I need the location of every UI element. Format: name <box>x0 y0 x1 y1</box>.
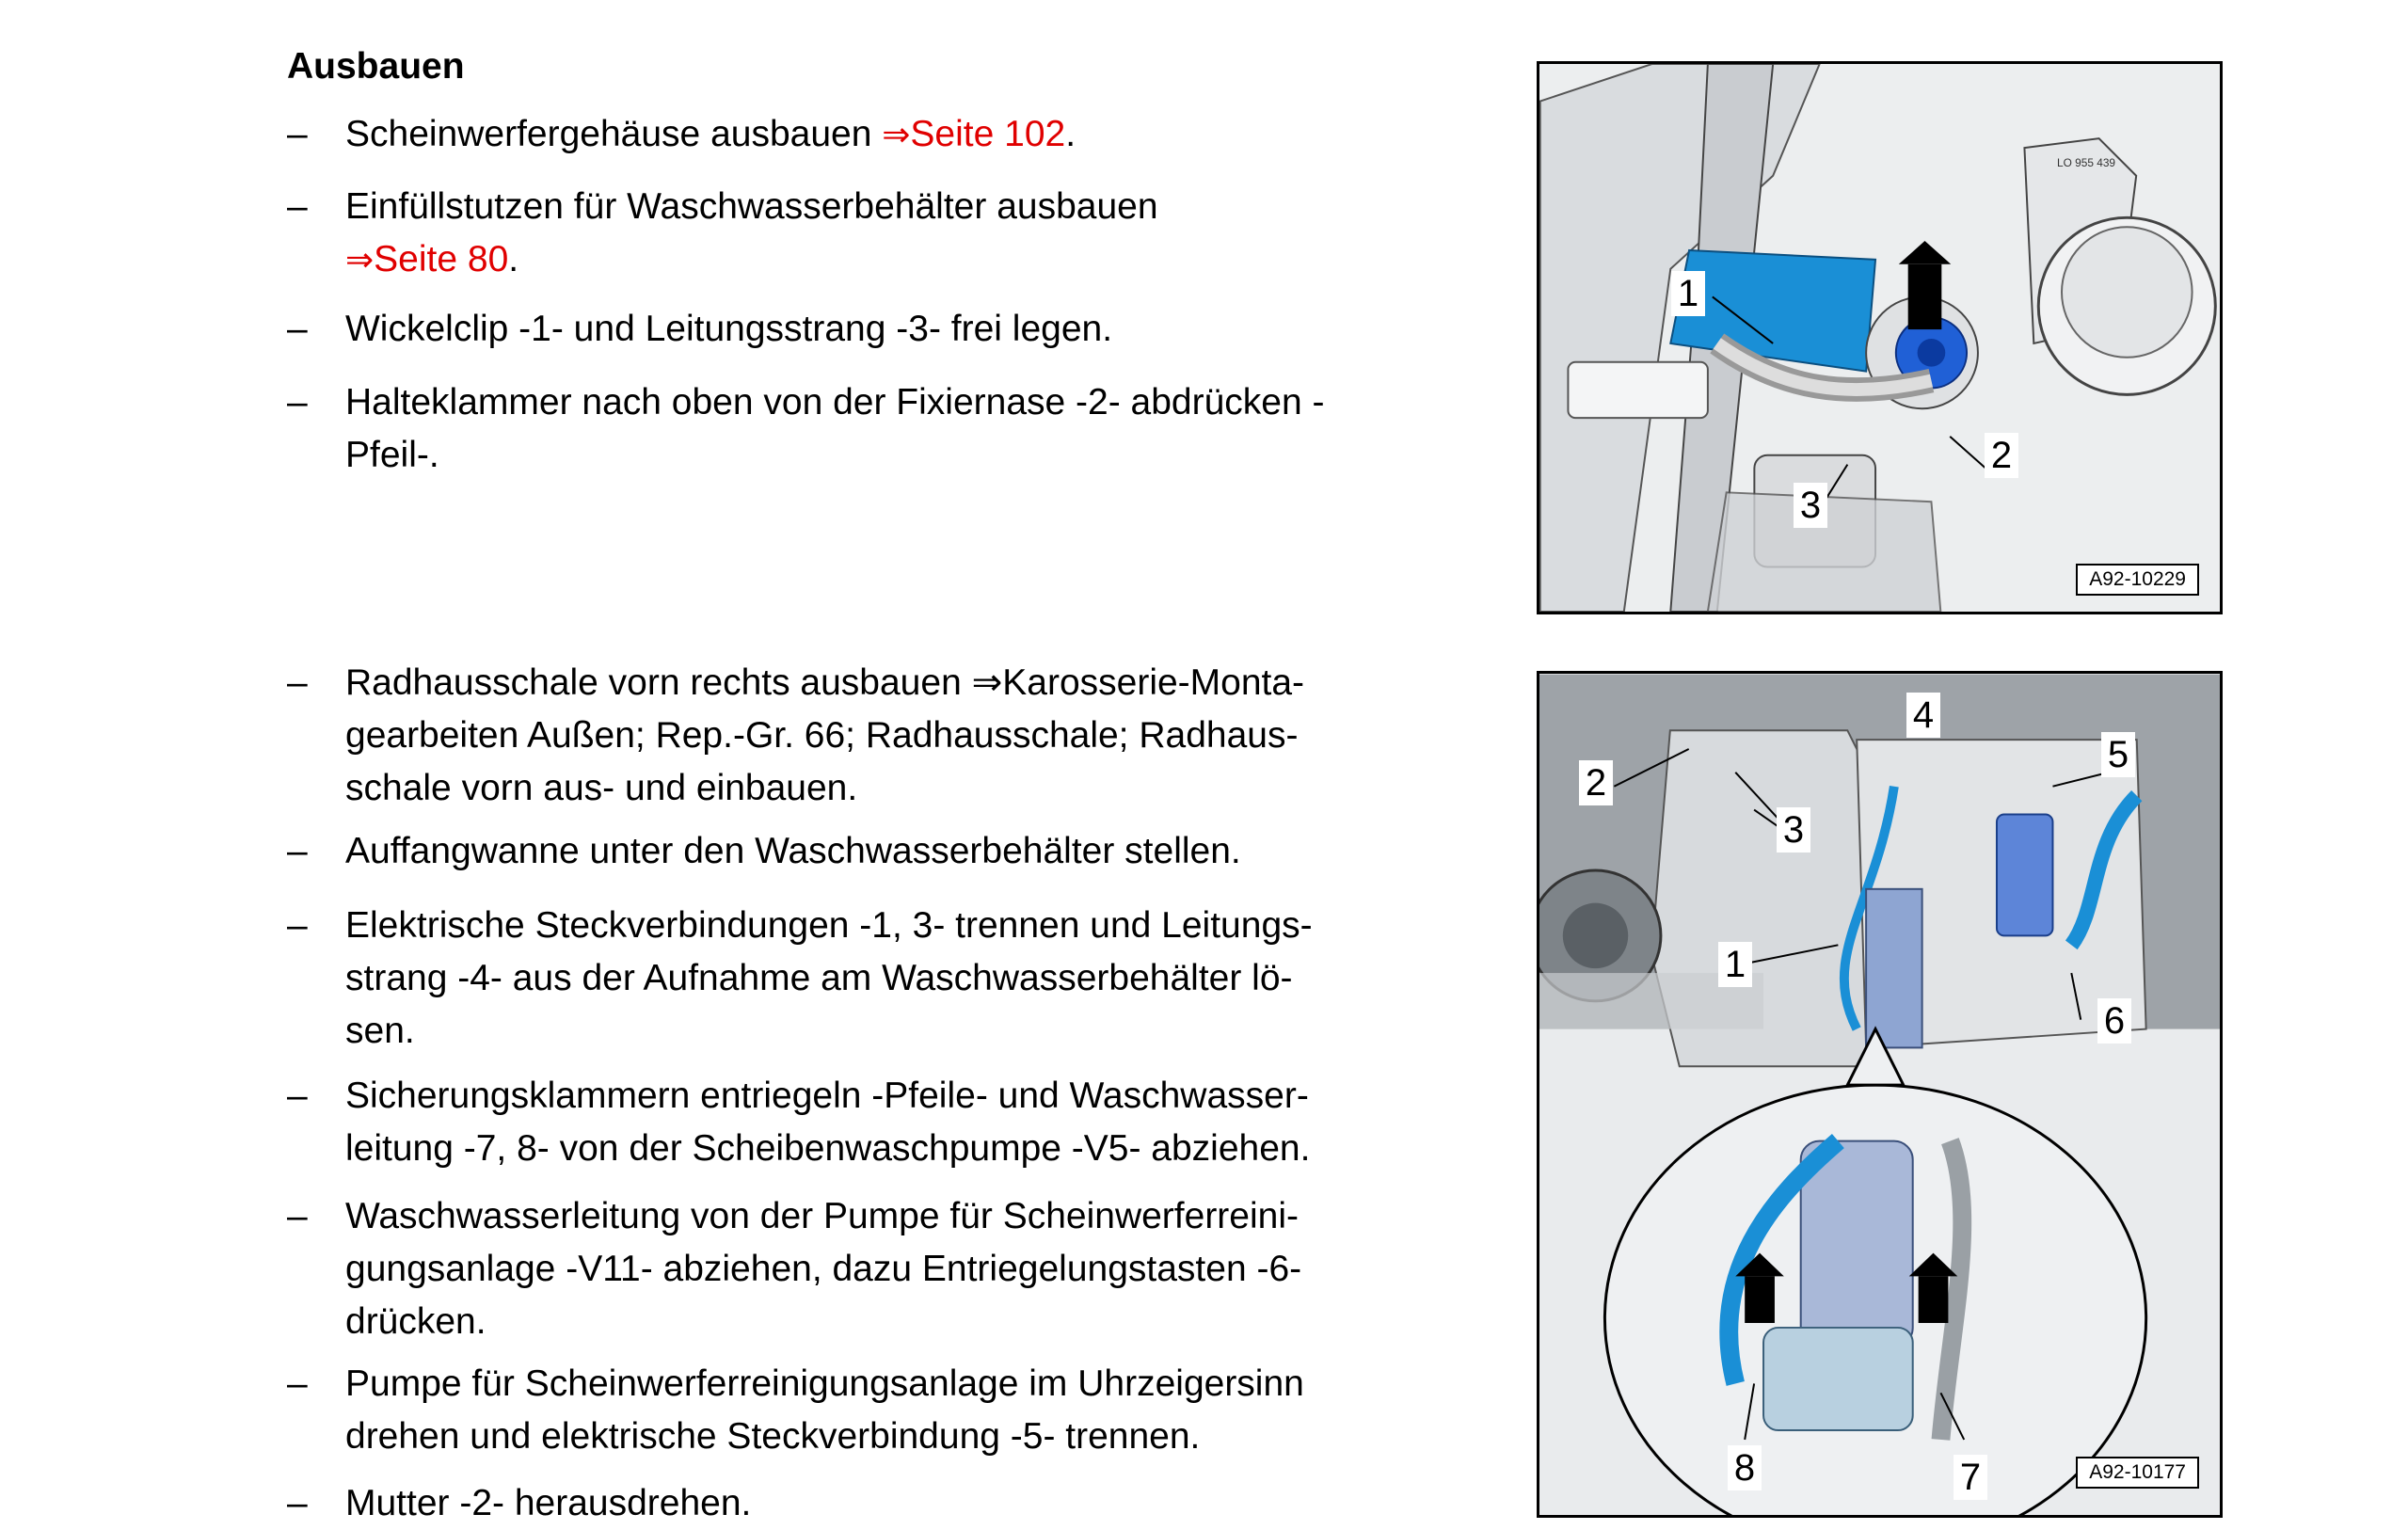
callout-7: 7 <box>1954 1455 1987 1500</box>
step-11: – Mutter -2- herausdrehen. <box>287 1483 752 1523</box>
callout-6: 6 <box>2097 998 2131 1044</box>
callout-4: 4 <box>1906 693 1940 738</box>
step-6: – Auffangwanne unter den Waschwasserbehälter stellen. <box>287 831 1241 871</box>
figure-2-illustration <box>1539 674 2220 1515</box>
callout-3: 3 <box>1794 483 1827 528</box>
step-10: – Pumpe für Scheinwerferreinigungsanlage im Uhrzeigersinn drehen und elektrische Steckverbindung -5- trennen. <box>287 1363 1304 1457</box>
step-1: – Scheinwerfergehäuse ausbauen ⇒Seite 102. <box>287 114 1076 154</box>
step-4: – Halteklammer nach oben von der Fixiernase -2- abdrücken - Pfeil-. <box>287 382 1325 475</box>
page-reference-link[interactable]: ⇒Seite 80 <box>345 239 509 279</box>
figure-code: A92-10229 <box>2076 564 2199 596</box>
callout-2: 2 <box>1579 760 1613 805</box>
figure-washer-reservoir <box>1537 671 2223 1518</box>
step-7: – Elektrische Steckverbindungen -1, 3- trennen und Leitungs- strang -4- aus der Aufnahme am Waschwasserbehälter lö- sen. <box>287 905 1313 1051</box>
callout-1: 1 <box>1718 942 1752 987</box>
figure-code: A92-10177 <box>2076 1457 2199 1489</box>
callout-3: 3 <box>1777 807 1810 853</box>
step-9: – Waschwasserleitung von der Pumpe für Scheinwerferreini- gungsanlage -V11- abziehen, dazu Entriegelungstasten -6- drücken. <box>287 1196 1302 1342</box>
step-8: – Sicherungsklammern entriegeln -Pfeile- und Waschwasser- leitung -7, 8- von der Scheibenwaschpumpe -V5- abziehen. <box>287 1076 1311 1169</box>
figure-1-illustration <box>1539 64 2220 612</box>
callout-1: 1 <box>1671 271 1705 316</box>
callout-2: 2 <box>1985 433 2018 478</box>
page-reference-link[interactable]: ⇒Seite 102 <box>882 114 1066 154</box>
callout-5: 5 <box>2101 732 2135 777</box>
step-5: – Radhausschale vorn rechts ausbauen ⇒Karosserie-Monta- gearbeiten Außen; Rep.-Gr. 66; Radhausschale; Radhaus- schale vorn aus- und einbauen. <box>287 662 1305 808</box>
callout-8: 8 <box>1728 1445 1762 1490</box>
figure-headlight-housing <box>1537 61 2223 614</box>
part-label: LO 955 439 <box>2057 155 2116 169</box>
step-3: – Wickelclip -1- und Leitungsstrang -3- frei legen. <box>287 309 1113 349</box>
step-2: – Einfüllstutzen für Waschwasserbehälter ausbauen ⇒Seite 80. <box>287 186 1158 279</box>
section-heading: Ausbauen <box>287 46 465 87</box>
